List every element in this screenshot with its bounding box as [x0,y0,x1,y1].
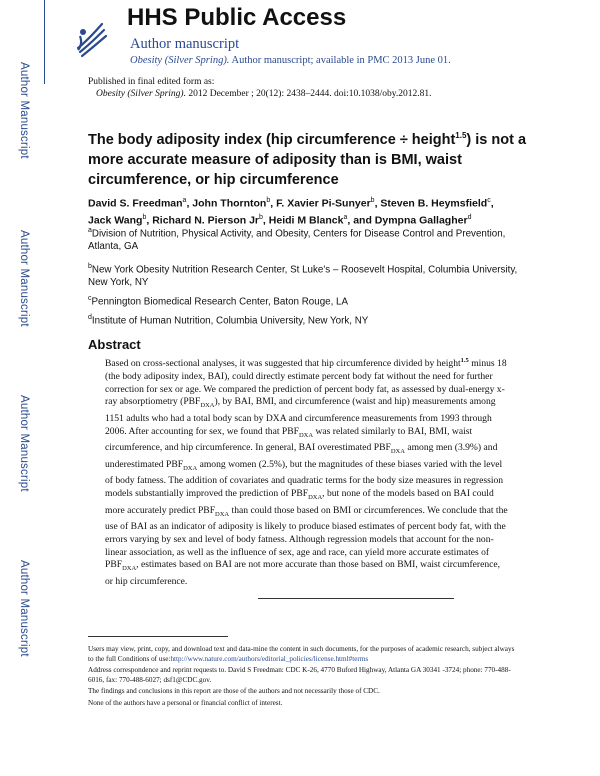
author-name: Richard N. Pierson Jr [152,214,260,226]
author-list [88,194,508,227]
author-affiliation-mark: d [467,213,472,221]
author-manuscript-label: Author manuscript [130,36,240,52]
side-label: Author Manuscript [18,395,30,492]
affiliation: $^d$Institute of Human Nutrition, Columbia University, New York, NY [88,314,369,327]
correspondence-note: Address correspondence and reprint requests to. David S Freedman: CDC K-26, 4770 Buford Highway, Atlanta GA 30341 -3724; phone: 770-488-6016, fax: 770-488-6027; dsf1@CDC.gov. [88,666,511,684]
affiliation: $^a$Division of Nutrition, Physical Activity, and Obesity, Centers for Disease Control and Prevention, Atlanta, GA [88,227,506,253]
affiliation: $^b$New York Obesity Nutrition Research Center, St Luke's – Roosevelt Hospital, Columbia University, New York, NY [88,263,518,289]
author-separator: , [270,197,277,210]
hhs-title: HHS Public Access [127,4,347,31]
header-divider [44,0,45,84]
author-name: Dympna Gallagher [374,214,468,226]
author-separator: , [374,197,381,210]
author-affiliation-mark: c [487,197,491,204]
author-affiliation-mark: a [343,213,348,221]
author-affiliation-mark: a [182,197,187,204]
author-name: F. Xavier Pi-Sunyer [276,197,371,210]
disclaimer-note: The findings and conclusions in this report are those of the authors and not necessarily those of CDC. [88,687,380,695]
footnotes [88,645,518,710]
abstract-end-rule [258,598,454,599]
author-affiliation-mark: b [259,213,263,221]
author-name: Jack Wang [88,214,143,226]
author-separator: , [490,197,494,210]
author-separator: , [186,197,193,210]
author-name: John Thornton [192,197,267,210]
citation: Obesity (Silver Spring). 2012 December ; 20(12): 2438–2444. doi:10.1038/oby.2012.81. [96,89,432,99]
side-label: Author Manuscript [18,230,30,327]
author-separator: , and [347,214,375,226]
footnote-rule [88,636,228,637]
published-label: Published in final edited form as: [88,77,215,87]
author-affiliation-mark: b [266,197,271,204]
author-name: Heidi M Blanck [268,214,344,226]
abstract-body: Based on cross-sectional analyses, it was suggested that hip circumference divided by height$^{1.5}$ minus 18 (the body adiposity index, BAI), could directly estimate percent body fat without the need for further correction for sex or age. We compared the prediction of percent body fat, as assessed by dual-energy x-ray absorptiometry $(PBF_{DXA})$, by BAI, BMI, and circumference (waist and hip) measurements among 1151 adults who had a total body scan by DXA and circumference measurements from 1993 through 2006. After accounting for sex, we found that $PBF_{DXA}$ was related similarly to BAI, BMI, waist circumference, and hip circumference. In general, BAI overestimated $PBF_{DXA}$ among men (3.9%) and underestimated $PBF_{DXA}$ among women (2.5%), but the magnitudes of these biases varied with the level of body fatness. The addition of covariates and quadratic terms for the body size measures in regression models substantially improved the prediction of $PBF_{DXA}$, but none of the models based on BAI could more accurately predict $PBF_{DXA}$ than could those based on BMI or circumferences. We conclude that the use of BAI as an indicator of adiposity is likely to produce biased estimates of percent body fat, with the errors varying by sex and level of body fatness. Although regression models that account for the non-linear association, as well as the influence of sex, age and race, can yield more accurate estimates of $PBF_{DXA}$, estimates based on BAI are not more accurate than those based on BMI, waist circumference, or hip circumference. [105,357,508,588]
usage-terms: Users may view, print, copy, and download text and data-mine the content in such documents, for the purposes of academic research, subject always to the full Conditions of use:http://www.nature.com/authors/editorial_policies/license.html#terms [88,645,515,663]
author-name: Steven B. Heymsfield [380,197,488,210]
side-label: Author Manuscript [18,62,30,159]
hhs-eagle-logo-icon [74,18,108,60]
author-separator: , [146,214,153,226]
abstract-heading: Abstract [88,337,141,352]
affiliation: $^c$Pennington Biomedical Research Center, Baton Rouge, LA [88,295,349,308]
publication-info [88,76,432,100]
author-separator: , [262,214,269,226]
terms-link[interactable]: http://www.nature.com/authors/editorial_policies/license.html#terms [170,654,369,663]
paper-title: The body adiposity index (hip circumference ÷ height$^{1.5}$) is not a more accurate measure of adiposity than is BMI, waist circumference, or hip circumference [88,131,527,188]
side-banner [0,0,44,776]
conflict-note: None of the authors have a personal or financial conflict of interest. [88,698,283,707]
author-name: David S. Freedman [88,197,183,210]
side-label: Author Manuscript [18,560,30,657]
author-affiliation-mark: b [142,213,147,221]
author-affiliation-mark: b [370,197,375,204]
journal-availability: Obesity (Silver Spring). Author manuscript; available in PMC 2013 June 01. [130,55,451,66]
